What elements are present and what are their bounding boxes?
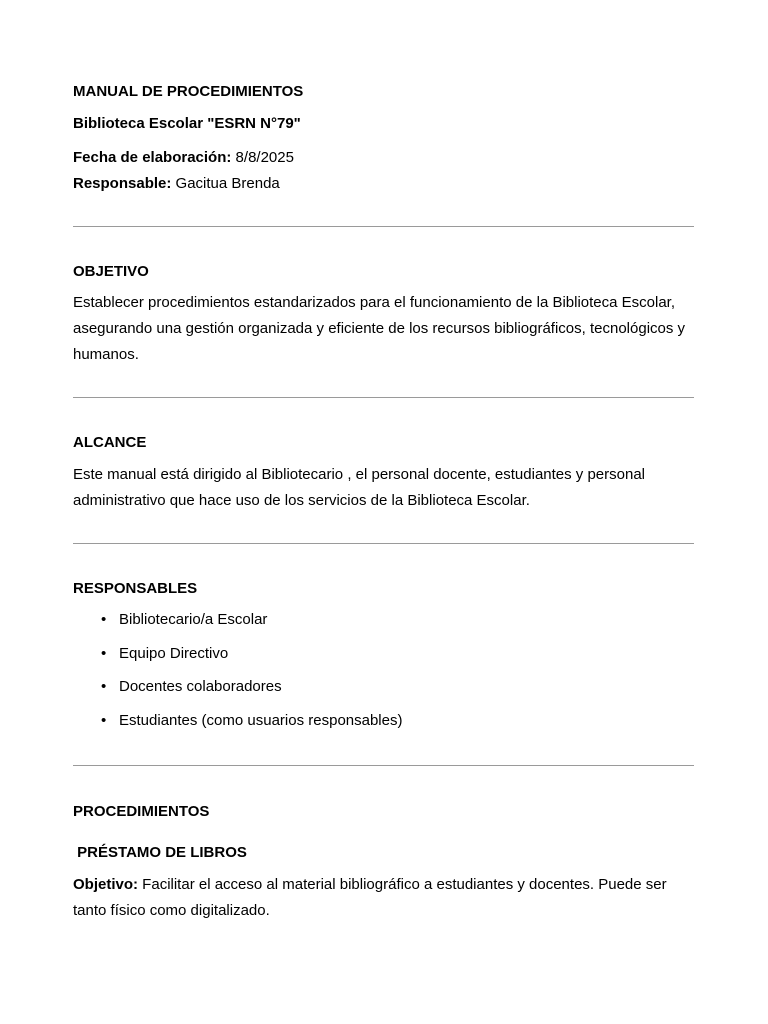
- responsables-list: [73, 610, 402, 745]
- alcance-heading: ALCANCE: [73, 434, 147, 451]
- prestamo-objetivo-label: Objetivo:: [73, 876, 139, 893]
- divider: [73, 397, 694, 398]
- responsable-line: [73, 175, 280, 192]
- list-item: [73, 711, 402, 745]
- list-item-label: Estudiantes (como usuarios responsables): [119, 712, 403, 730]
- bullet-icon: •: [101, 678, 107, 696]
- alcance-text: Este manual está dirigido al Bibliotecario , el personal docente, estudiantes y personal administrativo que hace uso de los servicios de la Biblioteca Escolar.: [73, 466, 646, 509]
- bullet-icon: •: [101, 611, 107, 628]
- list-item: [73, 610, 402, 644]
- divider: [73, 226, 694, 227]
- prestamo-subheading: PRÉSTAMO DE LIBROS: [73, 844, 247, 861]
- document-subtitle: Biblioteca Escolar "ESRN N°79": [73, 115, 301, 132]
- bullet-icon: •: [101, 644, 107, 662]
- fecha-line: [73, 149, 294, 166]
- list-item-label: Docentes colaboradores: [119, 678, 282, 696]
- responsable-label: Responsable:: [73, 175, 172, 192]
- fecha-label: Fecha de elaboración:: [73, 149, 232, 166]
- procedimientos-heading: PROCEDIMIENTOS: [73, 803, 210, 820]
- responsable-value: Gacitua Brenda: [171, 175, 280, 192]
- prestamo-objetivo: [73, 872, 695, 924]
- divider: [73, 543, 694, 544]
- prestamo-objetivo-text: Facilitar el acceso al material bibliográfico a estudiantes y docentes. Puede ser tanto físico como digitalizado.: [73, 876, 667, 919]
- list-item: [73, 677, 402, 711]
- document-title: MANUAL DE PROCEDIMIENTOS: [73, 83, 304, 100]
- divider: [73, 765, 694, 766]
- objetivo-text: Establecer procedimientos estandarizados para el funcionamiento de la Biblioteca Escolar, asegurando una gestión organizada y eficiente de los recursos bibliográficos, tecnológicos y humanos.: [73, 294, 686, 363]
- bullet-icon: •: [101, 712, 107, 730]
- list-item-label: Equipo Directivo: [119, 644, 229, 662]
- objetivo-heading: OBJETIVO: [73, 263, 149, 280]
- list-item-label: Bibliotecario/a Escolar: [119, 611, 268, 628]
- responsables-heading: RESPONSABLES: [73, 580, 198, 597]
- list-item: [73, 644, 402, 678]
- fecha-value: 8/8/2025: [231, 149, 294, 166]
